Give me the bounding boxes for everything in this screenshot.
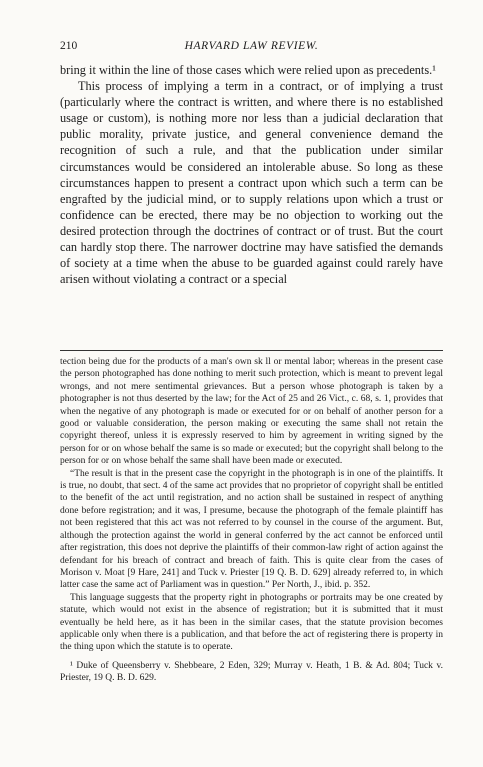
page-header xyxy=(60,40,443,54)
body-paragraph-continued: bring it within the line of those cases which were relied upon as precedents.¹ xyxy=(60,63,436,77)
footnote-quotation: “The result is that in the present case the copyright in the photograph is in one of the plaintiffs. It is true, no doubt, that sect. 4 of the same act provides that no proprietor of copyright shall be entitled to the benefit of the act until registration, and no action shall be sustained in respect of anything done before registration; and it was, I presume, because the photograph of the female plaintiff has not been registered that this act was not referred to by counsel in the course of the argument. But, although the protection against the world in general conferred by the act cannot be enforced until after registration, this does not deprive the plaintiffs of their common-law right of action against the defendant for his breach of contract and breach of faith. This is quite clear from the cases of Morison v. Moat [9 Hare, 241] and Tuck v. Priester [19 Q. B. D. 629] already referred to, in which latter case the same act of Parliament was in question.” Per North, J., ibid. p. 352. xyxy=(60,468,443,591)
page-number: 210 xyxy=(60,40,78,52)
footnote-paragraph: This language suggests that the property right in photographs or portraits may be one created by statute, which would not exist in the absence of registration; but it is submitted that it must eventually be held here, as it has been in the similar cases, that the statute provision becomes applicable only when there is a publication, and that before the act of registering there is property in the thing upon which the statute is to operate. xyxy=(60,592,443,653)
body-paragraph: This process of implying a term in a contract, or of implying a trust (particularly where the contract is written, and where there is no established usage or custom), is nothing more nor less than a judicial declaration that public morality, private justice, and general convenience demand the recognition of such a rule, and that the publication under similar circumstances would be considered an intolerable abuse. So long as these circumstances happen to present a contract upon which such a term can be engrafted by the judicial mind, or to supply relations upon which a trust or confidence can be erected, there may be no objection to working out the desired protection through the doctrines of contract or of trust. But the court can hardly stop there. The narrower doctrine may have satisfied the demands of society at a time when the abuse to be guarded against could rarely have arisen without violating a contract or a special xyxy=(60,79,443,287)
footnote-divider xyxy=(60,350,443,351)
main-text xyxy=(60,62,443,287)
footnotes xyxy=(60,356,443,685)
footnote-continued: tection being due for the products of a man's own sk ll or mental labor; whereas in the present case the person photographed has done nothing to merit such protection, which is meant to prevent legal wrongs, and not mere sentimental grievances. But a person whose photograph is taken by a photographer is not thus deserted by the law; for the Act of 25 and 26 Vict., c. 68, s. 1, provides that when the negative of any photograph is made or executed for or on behalf of another person for a good or valuable consideration, the person making or executing the same shall not retain the copyright thereof, unless it is expressly reserved to him by agreement in writing signed by the person for or on whose behalf the same is so made or executed; but the copyright shall belong to the person for or on whose behalf the same shall have been made or executed. xyxy=(60,357,443,467)
running-head: HARVARD LAW REVIEW. xyxy=(184,40,319,52)
footnote-1: ¹ Duke of Queensberry v. Shebbeare, 2 Eden, 329; Murray v. Heath, 1 B. & Ad. 804; Tuck v. Priester, 19 Q. B. D. 629. xyxy=(60,660,443,684)
